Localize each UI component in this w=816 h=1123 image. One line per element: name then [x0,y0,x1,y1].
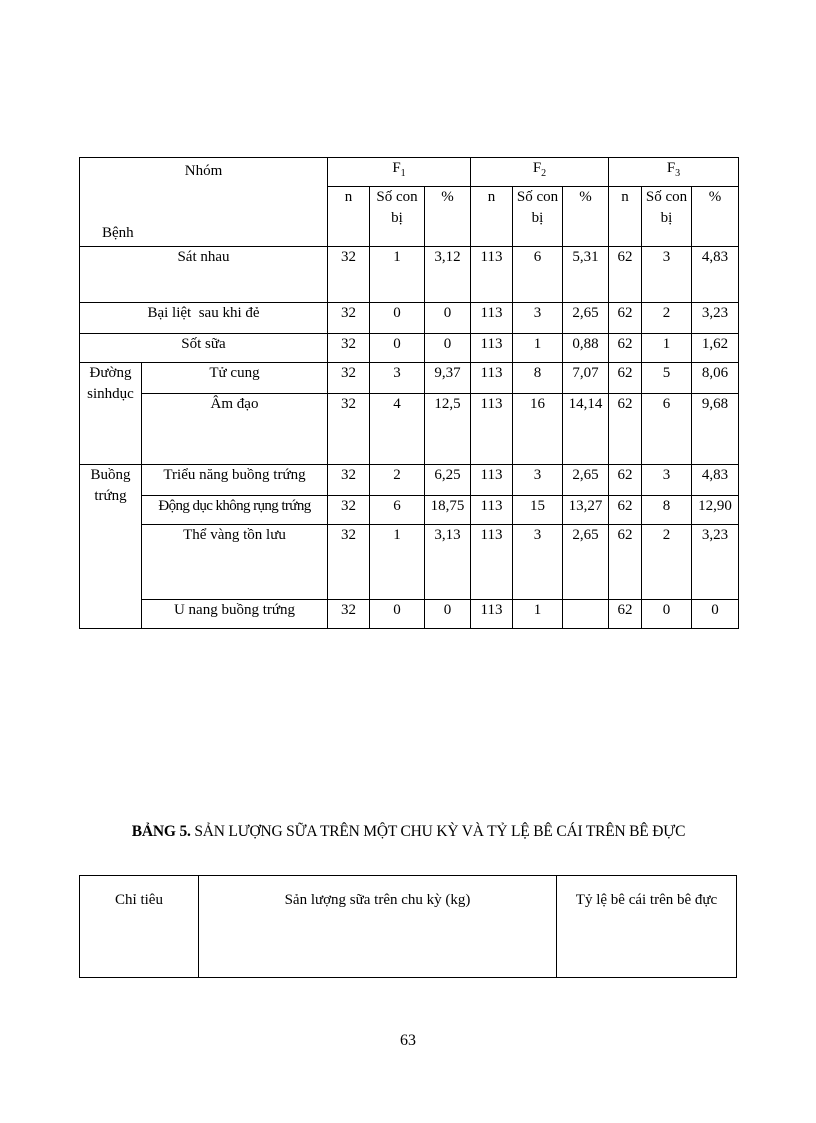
cell: 9,37 [425,363,471,394]
cell: 8,06 [692,363,739,394]
page-number: 63 [400,1032,416,1049]
cell: 3,23 [692,525,739,600]
cell: 12,5 [425,394,471,465]
table-row [80,247,739,303]
cell: 113 [471,363,513,394]
cell: 3 [642,465,692,496]
cell: 16 [513,394,563,465]
cell: 32 [328,525,370,600]
cell: 0 [370,600,425,629]
header-chi-tieu: Chỉ tiêu [80,876,199,978]
cell: 12,90 [692,496,739,525]
cell: 6 [642,394,692,465]
header-san-luong: Sản lượng sữa trên chu kỳ (kg) [199,876,557,978]
group-duong-sinh-duc: Đường sinhdục [80,363,142,465]
table-row [80,525,739,600]
table-row [80,303,739,334]
cell: 3,23 [692,303,739,334]
cell: 113 [471,600,513,629]
cell: 32 [328,496,370,525]
cell: 0 [425,334,471,363]
cell: 113 [471,303,513,334]
cell: 113 [471,394,513,465]
cell: 32 [328,334,370,363]
cell: 13,27 [563,496,609,525]
cell: 32 [328,465,370,496]
cell: 62 [609,363,642,394]
cell: 32 [328,600,370,629]
col-pct: % [563,187,609,247]
cell: 2,65 [563,525,609,600]
row-label: Sốt sữa [80,334,328,363]
cell: 32 [328,394,370,465]
cell: 62 [609,247,642,303]
cell: 2 [642,303,692,334]
row-label: Bại liệt sau khi đẻ [80,303,328,334]
cell: 62 [609,334,642,363]
cell: 0 [370,303,425,334]
group-f2: $F_2$ [471,158,609,187]
cell: 113 [471,496,513,525]
milk-yield-table [79,875,737,978]
header-corner [80,158,328,247]
col-so-con: Số con bị [642,187,692,247]
cell: 3,12 [425,247,471,303]
cell: 8 [642,496,692,525]
table-row [80,394,739,465]
table5-caption-number: BẢNG 5. [131,823,191,840]
cell: 15 [513,496,563,525]
group-f3: $F_3$ [609,158,739,187]
cell: 2 [642,525,692,600]
cell: 8 [513,363,563,394]
row-label: U nang buồng trứng [142,600,328,629]
cell [563,600,609,629]
cell: 113 [471,525,513,600]
group-f1: $F_1$ [328,158,471,187]
cell: 62 [609,496,642,525]
cell: 0 [425,600,471,629]
cell: 113 [471,247,513,303]
cell: 5 [642,363,692,394]
cell: 32 [328,247,370,303]
cell: 6 [370,496,425,525]
group-buong-trung: Buồng trứng [80,465,142,629]
table5-caption [79,823,738,841]
table-row [80,363,739,394]
table-row [80,465,739,496]
cell: 4,83 [692,247,739,303]
row-label: Âm đạo [142,394,328,465]
cell: 1 [642,334,692,363]
cell: 1 [370,247,425,303]
cell: 3 [513,303,563,334]
cell: 3,13 [425,525,471,600]
cell: 4,83 [692,465,739,496]
disease-table [79,157,739,629]
cell: 14,14 [563,394,609,465]
cell: 2,65 [563,303,609,334]
table5-caption-title: SẢN LƯỢNG SỮA TRÊN MỘT CHU KỲ VÀ TỶ LỆ BÊ CÁI TRÊN BÊ ĐỰC [190,823,686,840]
cell: 9,68 [692,394,739,465]
cell: 62 [609,525,642,600]
header-benh: Bệnh [102,225,134,241]
cell: 1,62 [692,334,739,363]
cell: 1 [513,600,563,629]
cell: 32 [328,363,370,394]
cell: 32 [328,303,370,334]
cell: 1 [370,525,425,600]
cell: 7,07 [563,363,609,394]
cell: 4 [370,394,425,465]
cell: 3 [513,465,563,496]
cell: 6,25 [425,465,471,496]
cell: 0,88 [563,334,609,363]
table-row [80,496,739,525]
header-nhom: Nhóm [184,163,223,179]
cell: 6 [513,247,563,303]
col-so-con: Số con bị [370,187,425,247]
col-n: n [471,187,513,247]
col-n: n [609,187,642,247]
cell: 0 [370,334,425,363]
cell: 2 [370,465,425,496]
table-row [80,334,739,363]
cell: 62 [609,465,642,496]
col-so-con: Số con bị [513,187,563,247]
cell: 1 [513,334,563,363]
cell: 62 [609,394,642,465]
row-label: Tử cung [142,363,328,394]
cell: 2,65 [563,465,609,496]
row-label: Động dục không rụng trứng [142,496,328,525]
col-n: n [328,187,370,247]
cell: 5,31 [563,247,609,303]
header-ty-le: Tỷ lệ bê cái trên bê đực [557,876,737,978]
col-pct: % [692,187,739,247]
cell: 3 [642,247,692,303]
row-label: Sát nhau [80,247,328,303]
cell: 3 [370,363,425,394]
col-pct: % [425,187,471,247]
cell: 3 [513,525,563,600]
cell: 62 [609,600,642,629]
row-label: Triểu năng buồng trứng [142,465,328,496]
cell: 0 [692,600,739,629]
cell: 62 [609,303,642,334]
table-row [80,600,739,629]
cell: 0 [642,600,692,629]
row-label: Thể vàng tồn lưu [142,525,328,600]
cell: 18,75 [425,496,471,525]
cell: 0 [425,303,471,334]
cell: 113 [471,465,513,496]
cell: 113 [471,334,513,363]
